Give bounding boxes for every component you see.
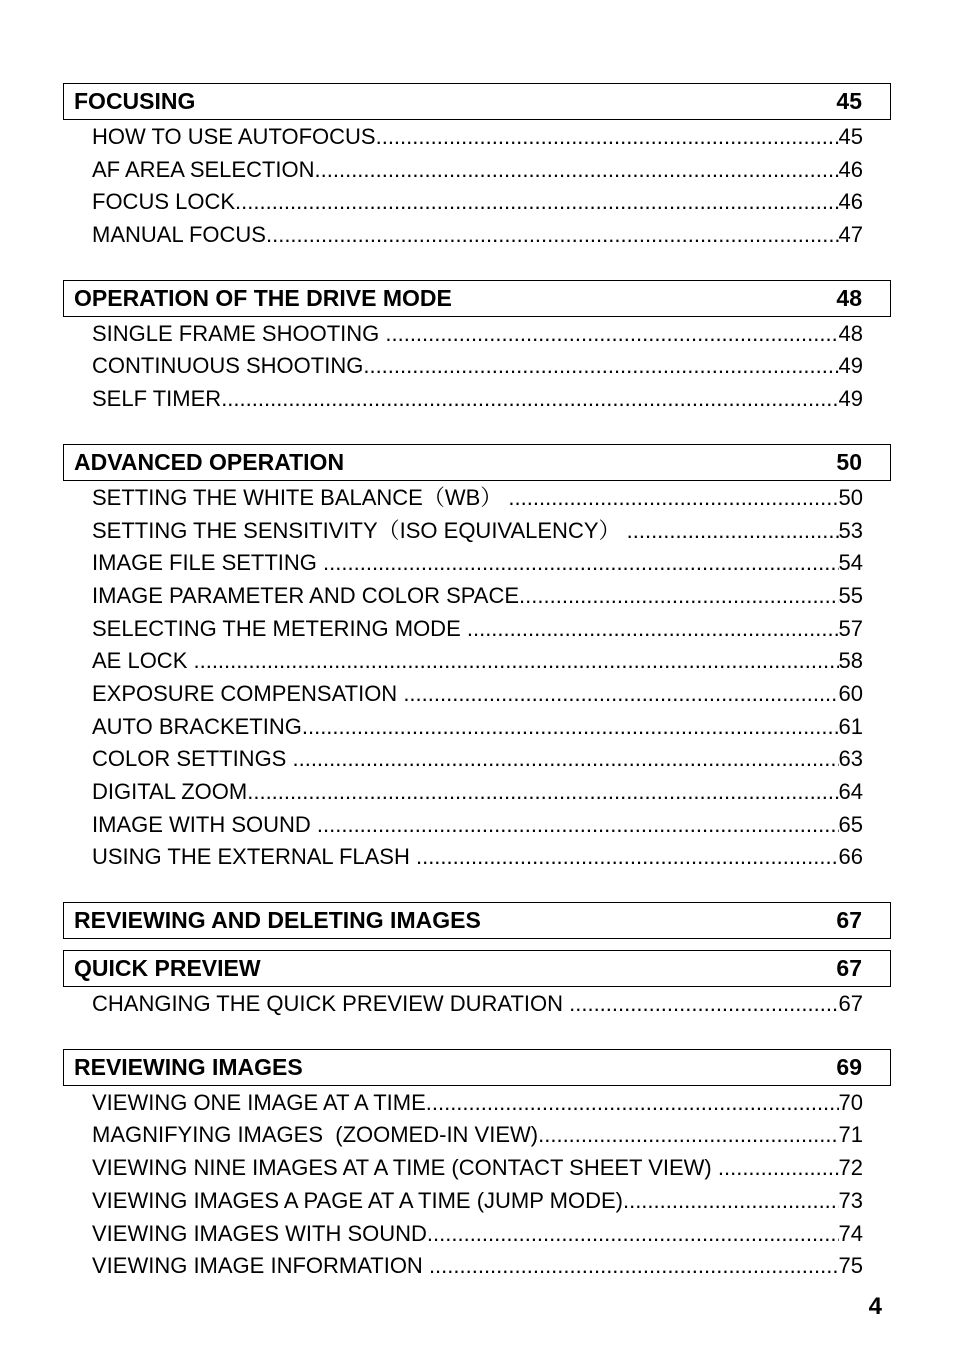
toc-entry <box>92 1250 863 1283</box>
entry-page: 66 <box>838 844 863 870</box>
entry-page: 46 <box>838 189 863 215</box>
dot-leader <box>193 645 838 678</box>
entry-page: 49 <box>838 386 863 412</box>
section-items <box>63 1087 891 1283</box>
entry-label: SELECTING THE METERING MODE <box>92 615 467 641</box>
dot-leader <box>429 1250 839 1283</box>
entry-page: 72 <box>838 1155 863 1181</box>
dot-leader <box>247 776 838 809</box>
entry-label: DIGITAL ZOOM <box>92 779 248 804</box>
entry-page: 73 <box>838 1187 863 1213</box>
toc-entry <box>92 1152 863 1185</box>
entry-page: 63 <box>838 746 863 772</box>
entry-page: 53 <box>838 517 863 543</box>
dot-leader <box>317 809 839 842</box>
dot-leader <box>376 121 839 154</box>
entry-page: 70 <box>838 1089 863 1115</box>
toc-entry <box>92 515 863 548</box>
section-header <box>63 1049 891 1086</box>
section-page: 69 <box>836 1053 862 1080</box>
dot-leader <box>426 1087 839 1120</box>
entry-page: 60 <box>838 680 863 706</box>
entry-label: MANUAL FOCUS <box>92 222 266 248</box>
entry-label: USING THE EXTERNAL FLASH <box>92 844 416 870</box>
entry-label: HOW TO USE AUTOFOCUS <box>92 124 376 149</box>
section-title: FOCUSING <box>74 88 196 114</box>
entry-label: SETTING THE WHITE BALANCE（WB） <box>92 484 509 510</box>
dot-leader <box>385 318 838 351</box>
toc-entry <box>92 383 863 416</box>
toc-entry <box>92 711 863 744</box>
entry-label: VIEWING IMAGE INFORMATION <box>92 1253 429 1279</box>
entry-page: 49 <box>838 353 863 379</box>
entry-page: 50 <box>838 484 863 510</box>
section-page: 45 <box>836 88 862 114</box>
dot-leader <box>569 988 838 1021</box>
dot-leader <box>623 1185 839 1218</box>
section-items <box>63 482 891 874</box>
toc-entry <box>92 1185 863 1218</box>
toc-entry <box>92 219 863 252</box>
entry-label: EXPOSURE COMPENSATION <box>92 680 404 706</box>
dot-leader <box>519 580 838 613</box>
toc-entry <box>92 580 863 613</box>
entry-page: 48 <box>838 320 863 346</box>
entry-label: IMAGE WITH SOUND <box>92 811 317 837</box>
entry-page: 64 <box>838 779 863 804</box>
dot-leader <box>302 711 839 744</box>
entry-page: 65 <box>838 811 863 837</box>
entry-page: 57 <box>838 615 863 641</box>
toc-entry <box>92 645 863 678</box>
entry-label: MAGNIFYING IMAGES (ZOOMED-IN VIEW) <box>92 1122 539 1148</box>
section-title: ADVANCED OPERATION <box>74 448 345 475</box>
toc-section <box>63 902 891 939</box>
entry-page: 67 <box>838 991 863 1017</box>
toc-entry <box>92 776 863 809</box>
toc-section <box>63 83 891 252</box>
toc-entry <box>92 350 863 383</box>
toc-section <box>63 444 891 874</box>
entry-page: 46 <box>838 156 863 182</box>
dot-leader <box>627 515 839 548</box>
entry-label: CONTINUOUS SHOOTING <box>92 353 364 379</box>
entry-label: SINGLE FRAME SHOOTING <box>92 320 386 346</box>
entry-page: 58 <box>838 648 863 674</box>
toc-entry <box>92 1218 863 1251</box>
entry-label: VIEWING IMAGES WITH SOUND <box>92 1220 427 1246</box>
entry-page: 74 <box>838 1220 863 1246</box>
entry-label: AUTO BRACKETING <box>92 713 302 739</box>
entry-label: COLOR SETTINGS <box>92 746 293 772</box>
section-header <box>63 444 891 481</box>
toc-entry <box>92 743 863 776</box>
entry-label: IMAGE FILE SETTING <box>92 550 324 576</box>
entry-label: AE LOCK <box>92 648 194 674</box>
entry-page: 61 <box>838 713 863 739</box>
toc-entry <box>92 547 863 580</box>
toc-entry <box>92 318 863 351</box>
entry-page: 71 <box>838 1122 863 1148</box>
toc-section <box>63 280 891 416</box>
dot-leader <box>403 678 838 711</box>
entry-page: 45 <box>838 124 863 149</box>
entry-label: CHANGING THE QUICK PREVIEW DURATION <box>92 991 570 1017</box>
section-header <box>63 950 891 987</box>
dot-leader <box>235 186 838 219</box>
dot-leader <box>538 1119 838 1152</box>
section-items <box>63 318 891 416</box>
section-header <box>63 83 891 120</box>
entry-page: 75 <box>838 1253 863 1279</box>
entry-page: 54 <box>838 550 863 576</box>
section-page: 50 <box>836 448 862 475</box>
page-number: 4 <box>868 1293 882 1320</box>
dot-leader <box>508 482 838 515</box>
toc-section <box>63 950 891 1021</box>
toc-entry <box>92 482 863 515</box>
entry-label: IMAGE PARAMETER AND COLOR SPACE <box>92 582 520 608</box>
dot-leader <box>363 350 838 383</box>
section-page: 67 <box>836 955 862 982</box>
dot-leader <box>467 613 839 646</box>
dot-leader <box>323 547 838 580</box>
entry-label: VIEWING NINE IMAGES AT A TIME (CONTACT SHEET VIEW) <box>92 1155 718 1181</box>
section-header <box>63 280 891 317</box>
dot-leader <box>221 383 838 416</box>
entry-page: 55 <box>838 582 863 608</box>
table-of-contents <box>63 83 891 1311</box>
toc-entry <box>92 678 863 711</box>
entry-label: SELF TIMER <box>92 386 222 412</box>
section-header <box>63 902 891 939</box>
entry-page: 47 <box>838 222 863 248</box>
section-title: REVIEWING IMAGES <box>74 1053 303 1080</box>
entry-label: SETTING THE SENSITIVITY（ISO EQUIVALENCY） <box>92 517 627 543</box>
section-items <box>63 121 891 252</box>
entry-label: FOCUS LOCK <box>92 189 236 215</box>
toc-entry <box>92 841 863 874</box>
section-page: 67 <box>836 907 862 934</box>
toc-entry <box>92 809 863 842</box>
dot-leader <box>427 1218 839 1251</box>
dot-leader <box>416 841 839 874</box>
entry-label: VIEWING IMAGES A PAGE AT A TIME (JUMP MODE) <box>92 1187 623 1213</box>
toc-entry <box>92 613 863 646</box>
section-title: OPERATION OF THE DRIVE MODE <box>74 284 452 311</box>
toc-entry <box>92 1119 863 1152</box>
toc-section <box>63 1049 891 1283</box>
entry-label: VIEWING ONE IMAGE AT A TIME <box>92 1089 426 1115</box>
dot-leader <box>718 1152 839 1185</box>
toc-entry <box>92 154 863 187</box>
toc-entry <box>92 988 863 1021</box>
section-items <box>63 988 891 1021</box>
toc-entry <box>92 121 863 154</box>
toc-entry <box>92 186 863 219</box>
section-title: REVIEWING AND DELETING IMAGES <box>74 907 481 934</box>
dot-leader <box>266 219 839 252</box>
section-title: QUICK PREVIEW <box>74 955 261 982</box>
dot-leader <box>315 154 839 187</box>
entry-label: AF AREA SELECTION <box>92 156 315 182</box>
section-page: 48 <box>836 284 862 311</box>
dot-leader <box>292 743 838 776</box>
toc-entry <box>92 1087 863 1120</box>
